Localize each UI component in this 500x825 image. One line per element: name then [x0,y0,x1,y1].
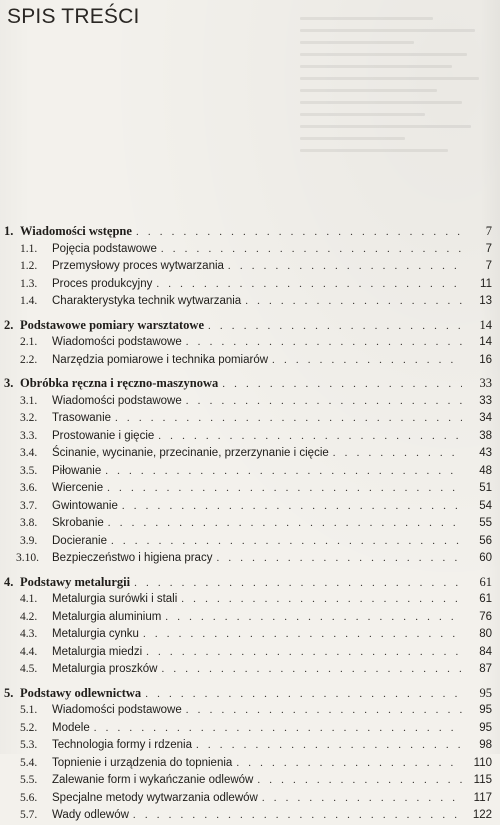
page-number: 60 [479,552,492,564]
dot-leader [196,737,462,755]
page-number: 117 [473,791,492,804]
chapter-title: Wiadomości wstępne [20,224,132,238]
section-title: Wiercenie [52,482,104,494]
toc-section-entry[interactable] [4,410,492,428]
dot-leader [228,258,462,276]
page-number: 33 [479,376,492,390]
dot-leader [115,410,462,428]
toc-section-entry[interactable] [4,334,492,352]
dot-leader [158,428,462,446]
section-number: 4.3. [20,628,38,640]
page-number: 115 [473,774,492,786]
section-title: Przemysłowy proces wytwarzania [52,260,224,272]
section-title: Pojęcia podstawowe [52,242,157,255]
page-title: SPIS TREŚCI [7,5,140,28]
toc-section-entry[interactable] [4,445,492,463]
page-number: 76 [479,610,492,623]
section-number: 1.1. [20,242,38,255]
section-number: 5.4. [20,756,38,769]
toc-section-entry[interactable] [4,393,492,411]
toc-section-entry[interactable] [4,737,492,755]
page-number: 34 [479,412,492,424]
dot-leader [272,352,462,370]
table-of-contents [4,223,492,825]
page-number: 11 [480,277,492,290]
section-number: 4.5. [20,663,38,675]
section-title: Modele [52,721,90,734]
toc-section-entry[interactable] [4,241,492,259]
section-number: 3.7. [20,499,38,512]
section-title: Gwintowanie [52,499,118,512]
toc-chapter [4,574,492,679]
toc-section-entry[interactable] [4,702,492,720]
section-number: 5.3. [20,739,38,751]
section-number: 5.5. [20,774,38,786]
toc-section-entry[interactable] [4,644,492,662]
page-number: 48 [479,464,492,477]
dot-leader [216,550,462,568]
section-number: 2.1. [20,336,38,348]
toc-section-entry[interactable] [4,276,492,294]
section-title: Ścinanie, wycinanie, przecinanie, przerzynanie i cięcie [52,447,329,459]
toc-section-entry[interactable] [4,463,492,481]
toc-chapter-entry[interactable] [4,574,492,592]
section-number: 3.10. [16,552,39,564]
section-number: 5.1. [20,704,38,716]
section-title: Docieranie [52,534,107,547]
page-number: 7 [485,260,492,272]
page-number: 98 [479,739,492,751]
section-title: Bezpieczeństwo i higiena pracy [52,552,213,564]
page-number: 95 [479,721,492,734]
page-number: 16 [479,353,492,366]
dot-leader [161,241,462,259]
section-number: 3.9. [20,534,38,547]
toc-section-entry[interactable] [4,352,492,370]
toc-section-entry[interactable] [4,790,492,808]
page-number: 14 [479,336,492,348]
toc-section-entry[interactable] [4,609,492,627]
section-number: 3.2. [20,412,38,424]
dot-leader [133,807,462,825]
toc-section-entry[interactable] [4,480,492,498]
dot-leader [161,661,462,679]
section-title: Specjalne metody wytwarzania odlewów [52,791,258,804]
toc-chapter-entry[interactable] [4,375,492,393]
chapter-number: 2. [4,317,14,332]
dot-leader [186,334,462,352]
section-title: Technologia formy i rdzenia [52,739,192,751]
dot-leader [222,376,462,394]
toc-section-entry[interactable] [4,428,492,446]
toc-section-entry[interactable] [4,755,492,773]
section-title: Wiadomości podstawowe [52,394,182,407]
dot-leader [143,626,462,644]
section-number: 3.5. [20,464,38,477]
dot-leader [156,276,462,294]
toc-section-entry[interactable] [4,550,492,568]
chapter-number: 1. [4,224,14,238]
dot-leader [134,575,462,593]
toc-section-entry[interactable] [4,533,492,551]
section-number: 3.6. [20,482,38,494]
dot-leader [333,445,462,463]
section-title: Piłowanie [52,464,102,477]
dot-leader [262,790,462,808]
dot-leader [105,463,462,481]
toc-chapter [4,375,492,568]
page-number: 61 [479,593,492,605]
chapter-title: Podstawy metalurgii [20,574,131,589]
section-title: Proces produkcyjny [52,277,153,290]
section-title: Skrobanie [52,517,104,529]
page-number: 110 [473,756,492,769]
toc-section-entry[interactable] [4,293,492,311]
dot-leader [145,686,462,704]
dot-leader [111,533,462,551]
section-number: 1.3. [20,277,38,290]
dot-leader [146,644,462,662]
section-title: Narzędzia pomiarowe i technika pomiarów [52,353,269,366]
dot-leader [94,720,462,738]
page-number: 51 [479,482,492,494]
toc-section-entry[interactable] [4,515,492,533]
page-number: 122 [472,809,492,821]
toc-chapter-entry[interactable] [4,685,492,703]
section-title: Zalewanie form i wykańczanie odlewów [52,774,254,786]
section-number: 4.1. [20,593,38,605]
dot-leader [122,498,462,516]
section-number: 3.1. [20,394,38,407]
section-title: Metalurgia proszków [52,663,158,675]
toc-section-entry[interactable] [4,772,492,790]
page-number: 7 [485,242,492,255]
toc-section-entry[interactable] [4,591,492,609]
chapter-title: Podstawowe pomiary warsztatowe [20,317,204,332]
section-number: 5.7. [20,809,38,821]
page-number: 80 [479,628,492,640]
section-title: Metalurgia aluminium [52,610,162,623]
dot-leader [186,702,462,720]
toc-chapter-entry[interactable] [4,223,492,241]
section-title: Wiadomości podstawowe [52,704,182,716]
toc-section-entry[interactable] [4,626,492,644]
toc-chapter [4,685,492,825]
page-number: 14 [479,317,492,332]
toc-section-entry[interactable] [4,661,492,679]
section-number: 4.4. [20,645,38,658]
section-number: 5.2. [20,721,38,734]
page-number: 13 [479,295,492,307]
toc-section-entry[interactable] [4,720,492,738]
page-number: 54 [479,499,492,512]
page-number: 84 [479,645,492,658]
page-number: 61 [479,574,492,589]
section-title: Trasowanie [52,412,112,424]
page-number: 95 [479,704,492,716]
section-number: 1.4. [20,295,38,307]
page-number: 55 [479,517,492,529]
page-number: 38 [479,429,492,442]
section-title: Metalurgia miedzi [52,645,143,658]
section-title: Charakterystyka technik wytwarzania [52,295,242,307]
dot-leader [165,609,462,627]
toc-section-entry[interactable] [4,807,492,825]
dot-leader [108,515,462,533]
page-number: 33 [479,394,492,407]
section-title: Topnienie i urządzenia do topnienia [52,756,233,769]
page-number: 87 [479,663,492,675]
section-number: 5.6. [20,791,38,804]
chapter-title: Obróbka ręczna i ręczno-maszynowa [20,376,219,390]
dot-leader [236,755,462,773]
dot-leader [181,591,462,609]
dot-leader [245,293,462,311]
section-number: 3.4. [20,447,38,459]
toc-section-entry[interactable] [4,258,492,276]
toc-section-entry[interactable] [4,498,492,516]
chapter-number: 3. [4,376,14,390]
show-through-text [300,8,490,188]
section-title: Wiadomości podstawowe [52,336,182,348]
page-number: 95 [479,685,492,700]
toc-chapter-entry[interactable] [4,317,492,335]
section-number: 3.3. [20,429,38,442]
section-number: 4.2. [20,610,38,623]
section-title: Metalurgia cynku [52,628,139,640]
dot-leader [136,224,462,242]
section-number: 1.2. [20,260,38,272]
chapter-title: Podstawy odlewnictwa [20,685,142,700]
chapter-number: 4. [4,574,14,589]
dot-leader [208,318,462,336]
section-title: Metalurgia surówki i stali [52,593,178,605]
section-number: 3.8. [20,517,38,529]
dot-leader [186,393,462,411]
toc-chapter [4,317,492,370]
toc-chapter [4,223,492,311]
dot-leader [107,480,462,498]
section-number: 2.2. [20,353,38,366]
dot-leader [257,772,462,790]
section-title: Prostowanie i gięcie [52,429,155,442]
page-number: 43 [479,447,492,459]
page-number: 56 [479,534,492,547]
chapter-number: 5. [4,685,14,700]
section-title: Wady odlewów [52,809,129,821]
page-number: 7 [485,224,492,238]
